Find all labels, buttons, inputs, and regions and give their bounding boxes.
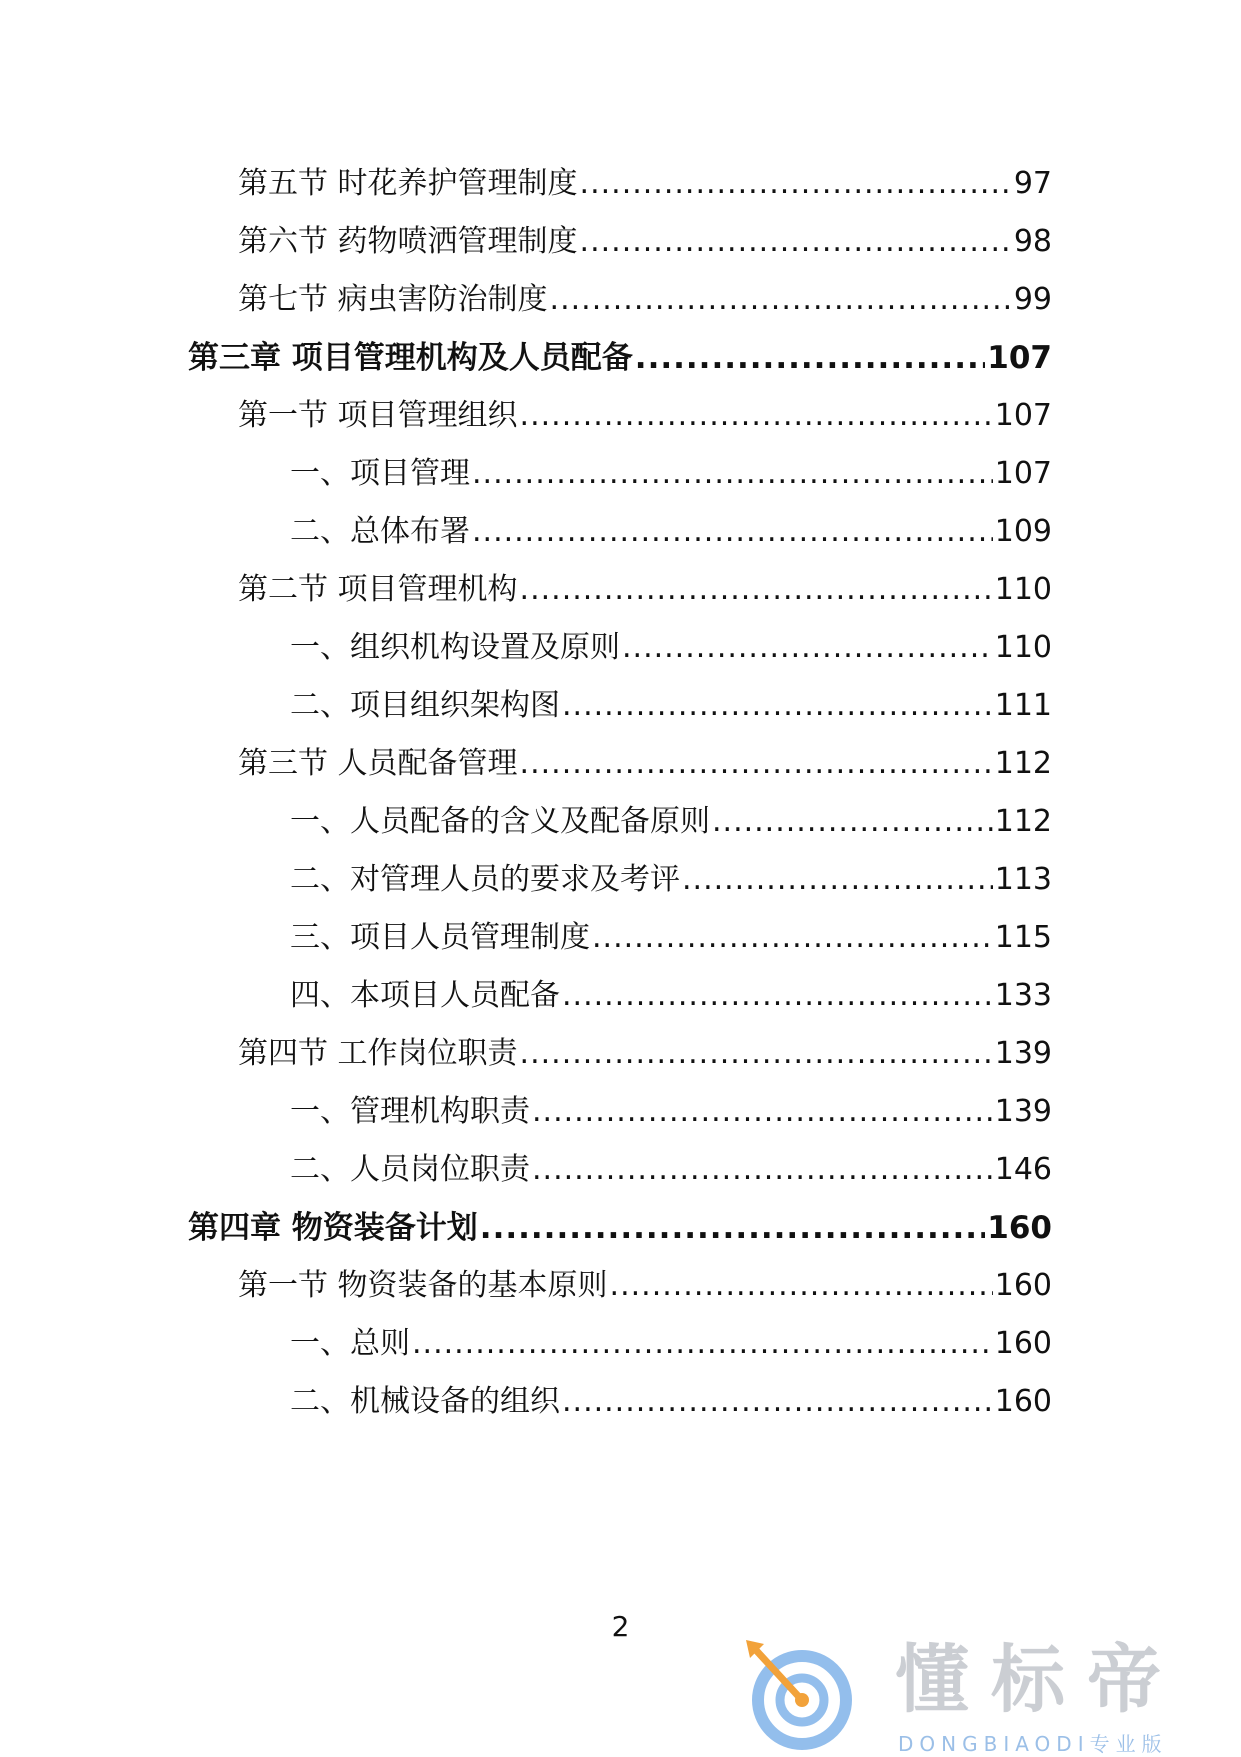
toc-leader-dots xyxy=(562,1380,993,1424)
toc-entry[interactable] xyxy=(290,452,1052,496)
toc-leader-dots xyxy=(520,1032,993,1076)
toc-entry-page: 107 xyxy=(994,456,1052,491)
toc-entry-page: 99 xyxy=(1013,282,1052,317)
toc-entry-title: 第一节 项目管理组织 xyxy=(238,398,518,433)
toc-entry[interactable] xyxy=(290,1148,1052,1192)
toc-entry-title: 第三章 项目管理机构及人员配备 xyxy=(188,340,633,376)
toc-entry[interactable] xyxy=(290,510,1052,554)
toc-entry-title: 二、机械设备的组织 xyxy=(290,1384,560,1419)
toc-leader-dots xyxy=(472,452,993,496)
toc-entry[interactable] xyxy=(290,1090,1052,1134)
toc-chapter-entry[interactable] xyxy=(188,336,1052,380)
toc-entry-page: 139 xyxy=(994,1094,1052,1129)
toc-entry-title: 一、项目管理 xyxy=(290,456,470,491)
toc-entry-title: 一、组织机构设置及原则 xyxy=(290,630,620,665)
toc-leader-dots xyxy=(532,1090,993,1134)
toc-entry-title: 一、管理机构职责 xyxy=(290,1094,530,1129)
toc-leader-dots xyxy=(520,742,993,786)
toc-entry[interactable] xyxy=(290,1380,1052,1424)
watermark-sub-text: DONGBIAODI专业版 xyxy=(898,1732,1168,1756)
watermark-brand-text: 懂标帝 xyxy=(895,1637,1183,1723)
toc-entry-page: 160 xyxy=(987,1210,1052,1246)
toc-entry-title: 一、总则 xyxy=(290,1326,410,1361)
toc-entry[interactable] xyxy=(290,800,1052,844)
toc-leader-dots xyxy=(682,858,993,902)
toc-chapter-entry[interactable] xyxy=(188,1206,1052,1250)
toc-entry-page: 133 xyxy=(994,978,1052,1013)
toc-entry[interactable] xyxy=(290,626,1052,670)
toc-entry-title: 第四章 物资装备计划 xyxy=(188,1210,478,1246)
toc-entry-page: 111 xyxy=(994,688,1052,723)
toc-leader-dots xyxy=(580,220,1012,264)
toc-entry-page: 160 xyxy=(994,1384,1052,1419)
toc-entry-title: 一、人员配备的含义及配备原则 xyxy=(290,804,710,839)
toc-entry-title: 二、人员岗位职责 xyxy=(290,1152,530,1187)
toc-entry-page: 110 xyxy=(994,572,1052,607)
toc-entry[interactable] xyxy=(290,858,1052,902)
toc-entry-title: 第五节 时花养护管理制度 xyxy=(238,166,578,201)
toc-entry-page: 107 xyxy=(994,398,1052,433)
toc-entry-page: 110 xyxy=(994,630,1052,665)
toc-entry-title: 第六节 药物喷洒管理制度 xyxy=(238,224,578,259)
toc-leader-dots xyxy=(622,626,993,670)
toc-entry[interactable] xyxy=(290,684,1052,728)
toc-entry-title: 第二节 项目管理机构 xyxy=(238,572,518,607)
toc-entry[interactable] xyxy=(238,568,1052,612)
toc-entry-page: 160 xyxy=(994,1268,1052,1303)
toc-leader-dots xyxy=(562,684,993,728)
toc-entry-title: 第四节 工作岗位职责 xyxy=(238,1036,518,1071)
toc-entry[interactable] xyxy=(290,916,1052,960)
toc-entry-title: 四、本项目人员配备 xyxy=(290,978,560,1013)
toc-entry[interactable] xyxy=(290,1322,1052,1366)
toc-entry[interactable] xyxy=(238,278,1052,322)
toc-entry-page: 160 xyxy=(994,1326,1052,1361)
toc-entry-title: 二、对管理人员的要求及考评 xyxy=(290,862,680,897)
toc-entry[interactable] xyxy=(238,220,1052,264)
toc-entry-page: 109 xyxy=(994,514,1052,549)
toc-entry[interactable] xyxy=(238,162,1052,206)
page-number: 2 xyxy=(611,1610,630,1643)
toc-entry-page: 97 xyxy=(1013,166,1052,201)
toc-entry-title: 第三节 人员配备管理 xyxy=(238,746,518,781)
toc-entry-page: 113 xyxy=(994,862,1052,897)
toc-leader-dots xyxy=(472,510,993,554)
toc-entry-title: 第一节 物资装备的基本原则 xyxy=(238,1268,608,1303)
toc-leader-dots xyxy=(592,916,993,960)
toc-entry[interactable] xyxy=(238,742,1052,786)
toc-entry[interactable] xyxy=(238,1032,1052,1076)
toc-entry[interactable] xyxy=(290,974,1052,1018)
toc-leader-dots xyxy=(562,974,993,1018)
toc-entry-title: 二、项目组织架构图 xyxy=(290,688,560,723)
toc-leader-dots xyxy=(580,162,1012,206)
target-arrow-icon xyxy=(740,1640,860,1750)
toc-leader-dots xyxy=(412,1322,993,1366)
toc-entry[interactable] xyxy=(238,394,1052,438)
toc-leader-dots xyxy=(610,1264,993,1308)
toc-entry-page: 98 xyxy=(1013,224,1052,259)
toc-entry-page: 139 xyxy=(994,1036,1052,1071)
toc-entry-page: 115 xyxy=(994,920,1052,955)
toc-leader-dots xyxy=(520,394,993,438)
toc-entry-page: 107 xyxy=(987,340,1052,376)
toc-leader-dots xyxy=(635,336,985,380)
toc-leader-dots xyxy=(520,568,993,612)
toc-entry-title: 二、总体布署 xyxy=(290,514,470,549)
toc-leader-dots xyxy=(480,1206,985,1250)
toc-leader-dots xyxy=(550,278,1012,322)
toc-entry[interactable] xyxy=(238,1264,1052,1308)
toc-entry-title: 第七节 病虫害防治制度 xyxy=(238,282,548,317)
toc-entry-page: 146 xyxy=(994,1152,1052,1187)
toc-entry-page: 112 xyxy=(994,746,1052,781)
toc-entry-page: 112 xyxy=(994,804,1052,839)
brand-watermark xyxy=(740,1630,1240,1754)
toc-leader-dots xyxy=(712,800,993,844)
toc-leader-dots xyxy=(532,1148,993,1192)
toc-entry-title: 三、项目人员管理制度 xyxy=(290,920,590,955)
